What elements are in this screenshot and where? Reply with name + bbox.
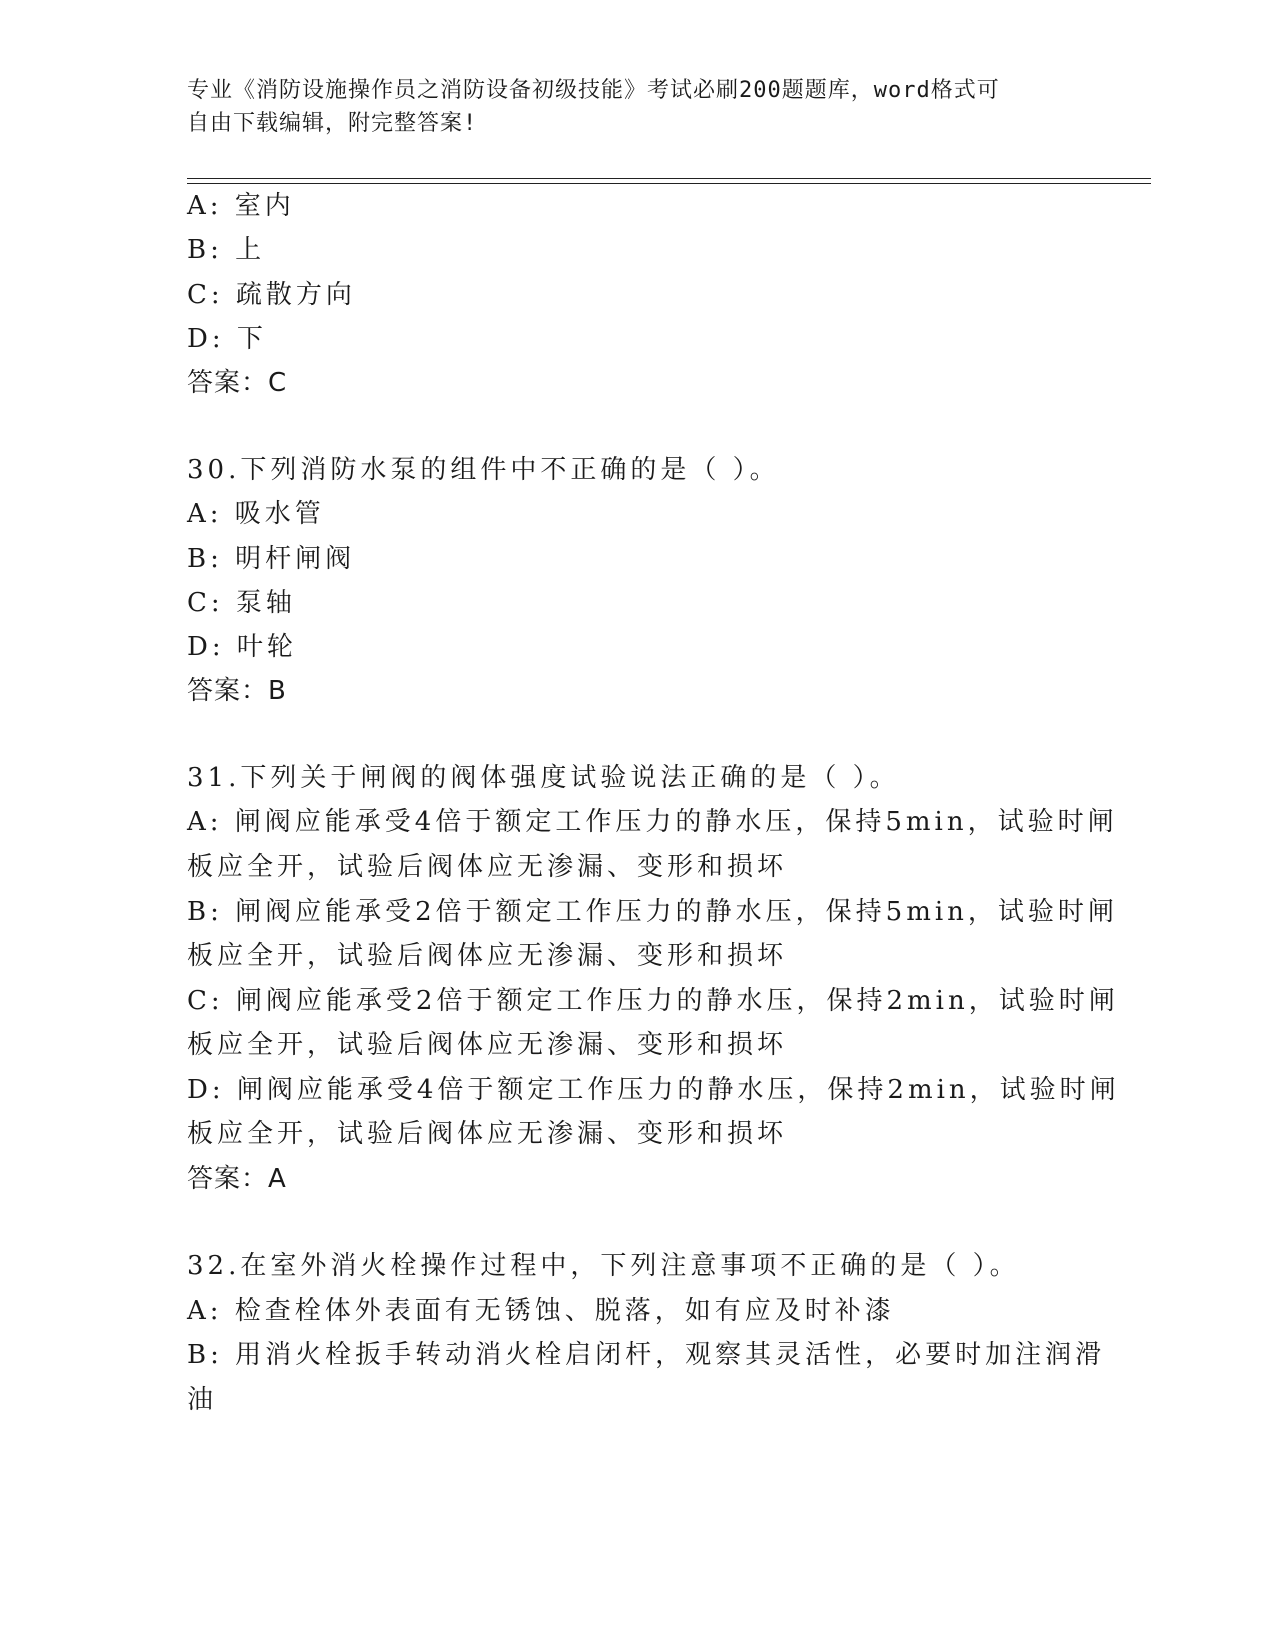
q31-option-a-line1: A: 闸阀应能承受4倍于额定工作压力的静水压，保持5min，试验时闸 [187, 807, 1118, 837]
q31-option-a-line2: 板应全开，试验后阀体应无渗漏、变形和损坏 [187, 852, 788, 882]
q29-option-b: B: 上 [187, 235, 266, 265]
q31-option-c-line2: 板应全开，试验后阀体应无渗漏、变形和损坏 [187, 1030, 788, 1060]
header-divider-top [187, 178, 1151, 179]
q29-option-a: A: 室内 [187, 191, 295, 221]
header-line-2: 自由下载编辑，附完整答案! [187, 111, 478, 136]
q30-option-a: A: 吸水管 [187, 499, 325, 529]
q31-question: 31.下列关于闸阀的阀体强度试验说法正确的是（ ）。 [187, 763, 900, 793]
document-header [187, 74, 1087, 140]
q29-option-d: D: 下 [187, 324, 267, 354]
q30-option-d: D: 叶轮 [187, 632, 297, 662]
q30-question: 30.下列消防水泵的组件中不正确的是（ ）。 [187, 455, 780, 485]
q32-option-b-line1: B: 用消火栓扳手转动消火栓启闭杆，观察其灵活性，必要时加注润滑 [187, 1340, 1106, 1370]
q31-option-d-line2: 板应全开，试验后阀体应无渗漏、变形和损坏 [187, 1119, 788, 1149]
q31-option-b-line2: 板应全开，试验后阀体应无渗漏、变形和损坏 [187, 941, 788, 971]
q29-option-c: C: 疏散方向 [187, 280, 356, 310]
q31-option-c-line1: C: 闸阀应能承受2倍于额定工作压力的静水压，保持2min，试验时闸 [187, 986, 1119, 1016]
q31-answer: 答案：A [187, 1164, 287, 1194]
q30-option-c: C: 泵轴 [187, 588, 296, 618]
q32-option-b-line2: 油 [187, 1385, 218, 1415]
q31-option-d-line1: D: 闸阀应能承受4倍于额定工作压力的静水压，保持2min，试验时闸 [187, 1075, 1120, 1105]
q30-answer: 答案：B [187, 676, 287, 706]
q32-question: 32.在室外消火栓操作过程中，下列注意事项不正确的是（ ）。 [187, 1251, 1020, 1281]
q31-option-b-line1: B: 闸阀应能承受2倍于额定工作压力的静水压，保持5min，试验时闸 [187, 897, 1118, 927]
q29-answer: 答案：C [187, 368, 288, 398]
header-line-1: 专业《消防设施操作员之消防设备初级技能》考试必刷200题题库，word格式可 [187, 78, 1000, 103]
q30-option-b: B: 明杆闸阀 [187, 544, 356, 574]
q32-option-a: A: 检查栓体外表面有无锈蚀、脱落，如有应及时补漆 [187, 1296, 895, 1326]
header-divider-bottom [187, 183, 1151, 184]
